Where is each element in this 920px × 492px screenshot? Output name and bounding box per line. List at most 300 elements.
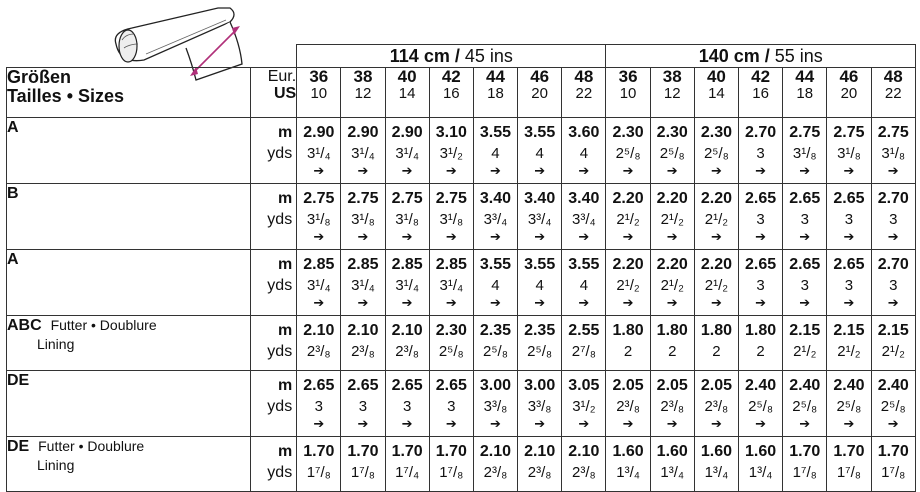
meters-value: 2.40 xyxy=(833,377,865,394)
yardage-cell xyxy=(297,437,341,492)
meters-value: 2.85 xyxy=(347,256,379,273)
direction-arrow-icon: ➔ xyxy=(357,163,369,178)
direction-arrow-icon: ➔ xyxy=(534,163,546,178)
size-column-header xyxy=(473,68,517,118)
yardage-cell xyxy=(473,184,517,250)
meters-value: 1.60 xyxy=(745,443,777,460)
yardage-cell xyxy=(871,316,915,371)
yardage-cell xyxy=(562,316,606,371)
yards-value: 2⁵/₈ xyxy=(527,343,553,360)
meters-value: 1.70 xyxy=(435,443,467,460)
size-column-header xyxy=(739,68,783,118)
yards-value: 4 xyxy=(535,145,544,162)
meters-value: 2.15 xyxy=(789,322,821,339)
yards-value: 3³/₈ xyxy=(527,398,552,415)
yardage-cell xyxy=(473,371,517,437)
yards-value: 2⁵/₈ xyxy=(483,343,508,360)
yards-value: 3¹/₈ xyxy=(306,211,331,228)
meters-value: 2.30 xyxy=(700,124,732,141)
yardage-cell xyxy=(606,437,650,492)
unit-label xyxy=(251,371,297,437)
meters-value: 2.75 xyxy=(347,190,379,207)
unit-yards: yds xyxy=(267,277,293,294)
yardage-cell xyxy=(473,118,517,184)
yards-value: 2⁵/₈ xyxy=(792,398,818,415)
size-column-header xyxy=(650,68,694,118)
size-eur: 48 xyxy=(883,67,903,86)
yardage-cell xyxy=(385,437,429,492)
meters-value: 2.65 xyxy=(745,256,777,273)
yardage-cell xyxy=(827,371,871,437)
yardage-cell xyxy=(783,118,827,184)
meters-value: 2.85 xyxy=(435,256,467,273)
unit-label xyxy=(251,250,297,316)
yards-value: 3 xyxy=(756,145,765,162)
yardage-cell xyxy=(518,184,562,250)
sizes-title xyxy=(7,68,251,118)
direction-arrow-icon: ➔ xyxy=(887,416,899,431)
direction-arrow-icon: ➔ xyxy=(401,163,413,178)
lining-label: Futter • Doublure xyxy=(50,317,157,333)
unit-meters: m xyxy=(277,377,293,394)
meters-value: 1.60 xyxy=(656,443,688,460)
size-us: 22 xyxy=(575,85,593,102)
yardage-cell xyxy=(518,250,562,316)
direction-arrow-icon: ➔ xyxy=(445,295,457,310)
yardage-cell xyxy=(783,250,827,316)
view-letters: A xyxy=(7,251,19,268)
yards-value: 3 xyxy=(358,398,368,415)
yardage-cell xyxy=(518,316,562,371)
yardage-cell xyxy=(429,316,473,371)
yardage-cell xyxy=(297,118,341,184)
garment-view-label xyxy=(7,316,251,371)
yardage-cell xyxy=(871,250,915,316)
size-eur: 40 xyxy=(706,67,726,86)
meters-value: 2.75 xyxy=(877,124,909,141)
meters-value: 2.10 xyxy=(303,322,335,339)
garment-row xyxy=(7,118,916,184)
meters-value: 1.70 xyxy=(789,443,821,460)
direction-arrow-icon: ➔ xyxy=(622,416,634,431)
direction-arrow-icon: ➔ xyxy=(843,229,855,244)
size-us: 18 xyxy=(796,85,814,102)
yardage-cell xyxy=(606,371,650,437)
lining-label-en: Lining xyxy=(37,336,75,352)
meters-value: 2.20 xyxy=(656,190,688,207)
yardage-cell xyxy=(650,371,694,437)
yards-value: 2⁵/₈ xyxy=(836,398,862,415)
size-us: 10 xyxy=(310,85,328,102)
yardage-cell xyxy=(341,250,385,316)
meters-value: 2.65 xyxy=(833,190,865,207)
size-eur: 38 xyxy=(662,67,682,86)
meters-value: 2.05 xyxy=(700,377,732,394)
unit-label xyxy=(251,118,297,184)
size-system-label xyxy=(251,68,297,118)
direction-arrow-icon: ➔ xyxy=(313,295,325,310)
size-eur: 44 xyxy=(486,67,505,86)
yardage-cell xyxy=(385,316,429,371)
meters-value: 3.55 xyxy=(524,256,556,273)
yardage-cell xyxy=(871,184,915,250)
yards-value: 1⁷/₈ xyxy=(306,464,331,481)
yards-value: 2¹/₂ xyxy=(881,343,905,360)
direction-arrow-icon: ➔ xyxy=(843,295,855,310)
direction-arrow-icon: ➔ xyxy=(666,229,678,244)
meters-value: 2.65 xyxy=(391,377,423,394)
meters-value: 2.75 xyxy=(303,190,335,207)
garment-view-label xyxy=(7,371,251,437)
yards-value: 2⁵/₈ xyxy=(659,145,685,162)
garment-row xyxy=(7,316,916,371)
direction-arrow-icon: ➔ xyxy=(799,416,811,431)
yards-value: 2⁷/₈ xyxy=(571,343,596,360)
size-eur: 38 xyxy=(353,67,373,86)
direction-arrow-icon: ➔ xyxy=(313,229,325,244)
yards-value: 2³/₈ xyxy=(351,343,375,360)
meters-value: 3.00 xyxy=(524,377,556,394)
yardage-cell xyxy=(562,250,606,316)
size-column-header xyxy=(429,68,473,118)
meters-value: 2.05 xyxy=(612,377,644,394)
meters-value: 2.65 xyxy=(435,377,467,394)
header-blank xyxy=(7,45,297,68)
size-column-header xyxy=(562,68,606,118)
direction-arrow-icon: ➔ xyxy=(887,163,899,178)
garment-row xyxy=(7,184,916,250)
yards-value: 2³/₈ xyxy=(704,398,729,415)
unit-meters: m xyxy=(277,443,293,460)
meters-value: 2.70 xyxy=(877,256,909,273)
direction-arrow-icon: ➔ xyxy=(490,295,501,310)
meters-value: 2.75 xyxy=(391,190,423,207)
meters-value: 1.70 xyxy=(303,443,335,460)
yards-value: 3 xyxy=(889,211,898,228)
yardage-cell xyxy=(429,184,473,250)
yardage-cell xyxy=(473,437,517,492)
direction-arrow-icon: ➔ xyxy=(490,163,501,178)
yardage-cell xyxy=(871,371,915,437)
size-us: 12 xyxy=(663,85,681,102)
yardage-cell xyxy=(341,184,385,250)
yards-value: 2⁵/₈ xyxy=(748,398,774,415)
view-letters: B xyxy=(7,185,19,202)
direction-arrow-icon: ➔ xyxy=(710,163,722,178)
size-eur: 44 xyxy=(795,67,815,86)
yardage-cell xyxy=(341,316,385,371)
yards-value: 3¹/₄ xyxy=(306,277,331,294)
size-us: 20 xyxy=(840,85,858,102)
yards-value: 3 xyxy=(800,211,809,228)
yards-value: 1⁷/₈ xyxy=(792,464,817,481)
yards-value: 3 xyxy=(889,277,898,294)
yardage-cell xyxy=(385,118,429,184)
width-114-cm: 114 cm / xyxy=(389,46,460,66)
direction-arrow-icon: ➔ xyxy=(622,295,634,310)
size-us: 16 xyxy=(442,85,460,102)
meters-value: 2.70 xyxy=(877,190,909,207)
meters-value: 2.65 xyxy=(745,190,777,207)
yardage-cell xyxy=(341,371,385,437)
yards-value: 2 xyxy=(668,343,677,360)
meters-value: 2.90 xyxy=(391,124,423,141)
yards-value: 3¹/₄ xyxy=(395,145,419,162)
direction-arrow-icon: ➔ xyxy=(313,416,325,431)
meters-value: 2.65 xyxy=(303,377,335,394)
meters-value: 2.65 xyxy=(789,256,821,273)
unit-meters: m xyxy=(277,256,293,273)
yards-value: 1³/₄ xyxy=(660,464,685,481)
meters-value: 2.15 xyxy=(833,322,865,339)
yards-value: 3³/₄ xyxy=(483,211,508,228)
yards-value: 2 xyxy=(712,343,721,360)
sizes-title-fr-en: Tailles • Sizes xyxy=(7,86,125,106)
meters-value: 2.10 xyxy=(568,443,600,460)
yardage-cell xyxy=(871,118,915,184)
yardage-cell xyxy=(562,184,606,250)
size-us: 10 xyxy=(619,85,637,102)
yardage-cell xyxy=(694,118,738,184)
garment-view-label xyxy=(7,250,251,316)
us-label: US xyxy=(273,85,297,102)
yardage-cell xyxy=(562,118,606,184)
yardage-cell xyxy=(650,437,694,492)
size-eur: 40 xyxy=(397,67,417,86)
direction-arrow-icon: ➔ xyxy=(401,229,413,244)
yardage-cell xyxy=(385,371,429,437)
unit-label xyxy=(251,437,297,492)
size-column-header xyxy=(518,68,562,118)
yards-value: 1⁷/₈ xyxy=(836,464,861,481)
direction-arrow-icon: ➔ xyxy=(799,295,811,310)
yards-value: 1⁷/₈ xyxy=(439,464,464,481)
yards-value: 2¹/₂ xyxy=(660,277,684,294)
meters-value: 2.40 xyxy=(745,377,777,394)
yards-value: 3³/₄ xyxy=(527,211,552,228)
direction-arrow-icon: ➔ xyxy=(887,295,899,310)
meters-value: 2.55 xyxy=(568,322,600,339)
direction-arrow-icon: ➔ xyxy=(445,163,457,178)
meters-value: 1.60 xyxy=(700,443,732,460)
yardage-cell xyxy=(783,437,827,492)
yards-value: 3¹/₈ xyxy=(837,145,861,162)
yards-value: 1⁷/₈ xyxy=(881,464,906,481)
yardage-cell xyxy=(694,316,738,371)
yardage-cell xyxy=(739,437,783,492)
yards-value: 2⁵/₈ xyxy=(880,398,906,415)
size-us: 16 xyxy=(752,85,769,102)
yardage-cell xyxy=(297,316,341,371)
meters-value: 1.80 xyxy=(700,322,732,339)
yardage-cell xyxy=(650,118,694,184)
yards-value: 3 xyxy=(800,277,809,294)
direction-arrow-icon: ➔ xyxy=(887,229,899,244)
meters-value: 2.90 xyxy=(303,124,335,141)
view-letters: DE xyxy=(7,372,30,389)
yards-value: 3¹/₂ xyxy=(439,145,463,162)
yardage-cell xyxy=(429,118,473,184)
size-eur: 48 xyxy=(574,67,594,86)
yards-value: 4 xyxy=(579,145,589,162)
yards-value: 2³/₈ xyxy=(395,343,419,360)
size-column-header xyxy=(871,68,915,118)
fabric-requirements-table xyxy=(6,44,916,492)
unit-meters: m xyxy=(277,322,293,339)
yards-value: 1³/₄ xyxy=(748,464,773,481)
direction-arrow-icon: ➔ xyxy=(401,295,413,310)
yards-value: 2³/₈ xyxy=(660,398,685,415)
meters-value: 2.65 xyxy=(347,377,379,394)
meters-value: 2.65 xyxy=(789,190,821,207)
yardage-cell xyxy=(606,250,650,316)
direction-arrow-icon: ➔ xyxy=(357,229,369,244)
yards-value: 3³/₈ xyxy=(483,398,508,415)
yards-value: 2¹/₂ xyxy=(616,277,640,294)
unit-meters: m xyxy=(277,190,293,207)
view-letters: DE xyxy=(7,438,30,455)
yardage-cell xyxy=(606,118,650,184)
direction-arrow-icon: ➔ xyxy=(755,229,767,244)
yardage-cell xyxy=(783,371,827,437)
yardage-cell xyxy=(739,184,783,250)
yards-value: 3 xyxy=(756,211,765,228)
yardage-cell xyxy=(827,316,871,371)
size-column-header xyxy=(341,68,385,118)
meters-value: 2.20 xyxy=(612,256,644,273)
size-eur: 46 xyxy=(839,67,859,86)
yardage-cell xyxy=(518,371,562,437)
view-letters: A xyxy=(7,119,19,136)
direction-arrow-icon: ➔ xyxy=(755,163,767,178)
yardage-cell xyxy=(341,118,385,184)
meters-value: 2.30 xyxy=(435,322,467,339)
meters-value: 1.80 xyxy=(656,322,688,339)
garment-view-label xyxy=(7,184,251,250)
view-letters: ABC xyxy=(7,317,42,334)
yardage-cell xyxy=(429,250,473,316)
unit-meters: m xyxy=(277,124,293,141)
meters-value: 2.90 xyxy=(347,124,379,141)
yards-value: 3¹/₈ xyxy=(881,145,906,162)
size-column-header xyxy=(827,68,871,118)
yards-value: 3¹/₄ xyxy=(351,277,375,294)
yards-value: 3 xyxy=(756,277,765,294)
yardage-cell xyxy=(739,316,783,371)
unit-yards: yds xyxy=(267,211,293,228)
direction-arrow-icon: ➔ xyxy=(490,416,501,431)
meters-value: 2.10 xyxy=(479,443,512,460)
yards-value: 3¹/₈ xyxy=(439,211,464,228)
yardage-cell xyxy=(739,371,783,437)
direction-arrow-icon: ➔ xyxy=(534,295,546,310)
yardage-cell xyxy=(739,118,783,184)
meters-value: 3.10 xyxy=(435,124,467,141)
yards-value: 2³/₈ xyxy=(527,464,552,481)
yards-value: 3 xyxy=(447,398,456,415)
direction-arrow-icon: ➔ xyxy=(755,295,767,310)
direction-arrow-icon: ➔ xyxy=(666,295,678,310)
direction-arrow-icon: ➔ xyxy=(578,163,590,178)
size-column-header xyxy=(385,68,429,118)
meters-value: 2.10 xyxy=(524,443,556,460)
size-us: 22 xyxy=(884,85,902,102)
direction-arrow-icon: ➔ xyxy=(666,163,678,178)
width-140-ins: 55 ins xyxy=(769,46,823,66)
lining-label-en: Lining xyxy=(37,457,75,473)
yardage-cell xyxy=(694,184,738,250)
direction-arrow-icon: ➔ xyxy=(313,163,325,178)
meters-value: 2.30 xyxy=(656,124,688,141)
yardage-cell xyxy=(650,316,694,371)
yardage-cell xyxy=(827,437,871,492)
yards-value: 2¹/₂ xyxy=(660,211,684,228)
garment-row xyxy=(7,437,916,492)
direction-arrow-icon: ➔ xyxy=(843,163,855,178)
size-column-header xyxy=(783,68,827,118)
unit-yards: yds xyxy=(267,343,293,360)
yardage-cell xyxy=(694,250,738,316)
yardage-cell xyxy=(341,437,385,492)
yards-value: 2¹/₂ xyxy=(704,277,729,294)
meters-value: 2.35 xyxy=(524,322,556,339)
size-eur: 42 xyxy=(441,67,461,86)
yards-value: 3¹/₄ xyxy=(306,145,331,162)
meters-value: 3.00 xyxy=(479,377,512,394)
yardage-cell xyxy=(606,184,650,250)
yards-value: 2³/₈ xyxy=(571,464,596,481)
sizes-title-de: Größen xyxy=(7,67,72,87)
yardage-cell xyxy=(827,250,871,316)
unit-yards: yds xyxy=(267,464,293,481)
yards-value: 2³/₈ xyxy=(616,398,640,415)
size-us: 20 xyxy=(531,85,548,102)
direction-arrow-icon: ➔ xyxy=(445,229,457,244)
direction-arrow-icon: ➔ xyxy=(755,416,767,431)
yards-value: 3 xyxy=(844,211,854,228)
yardage-cell xyxy=(694,437,738,492)
yards-value: 2¹/₂ xyxy=(704,211,729,228)
direction-arrow-icon: ➔ xyxy=(622,163,634,178)
meters-value: 2.10 xyxy=(347,322,379,339)
yardage-cell xyxy=(783,184,827,250)
yardage-cell xyxy=(429,437,473,492)
meters-value: 2.40 xyxy=(789,377,821,394)
direction-arrow-icon: ➔ xyxy=(578,416,590,431)
meters-value: 2.85 xyxy=(303,256,335,273)
yards-value: 4 xyxy=(491,277,500,294)
meters-value: 2.20 xyxy=(656,256,688,273)
direction-arrow-icon: ➔ xyxy=(710,229,722,244)
size-column-header xyxy=(297,68,341,118)
yards-value: 2¹/₂ xyxy=(837,343,861,360)
yards-value: 3³/₄ xyxy=(572,211,596,228)
yards-value: 3 xyxy=(844,277,854,294)
yardage-cell xyxy=(473,250,517,316)
meters-value: 2.40 xyxy=(877,377,909,394)
meters-value: 2.30 xyxy=(612,124,644,141)
yards-value: 3¹/₂ xyxy=(572,398,596,415)
eur-label: Eur. xyxy=(267,68,297,85)
yardage-cell xyxy=(297,250,341,316)
yards-value: 4 xyxy=(579,277,589,294)
yardage-cell xyxy=(694,371,738,437)
meters-value: 2.70 xyxy=(745,124,777,141)
meters-value: 2.65 xyxy=(833,256,865,273)
meters-value: 1.70 xyxy=(877,443,909,460)
yards-value: 4 xyxy=(491,145,500,162)
meters-value: 2.85 xyxy=(391,256,423,273)
